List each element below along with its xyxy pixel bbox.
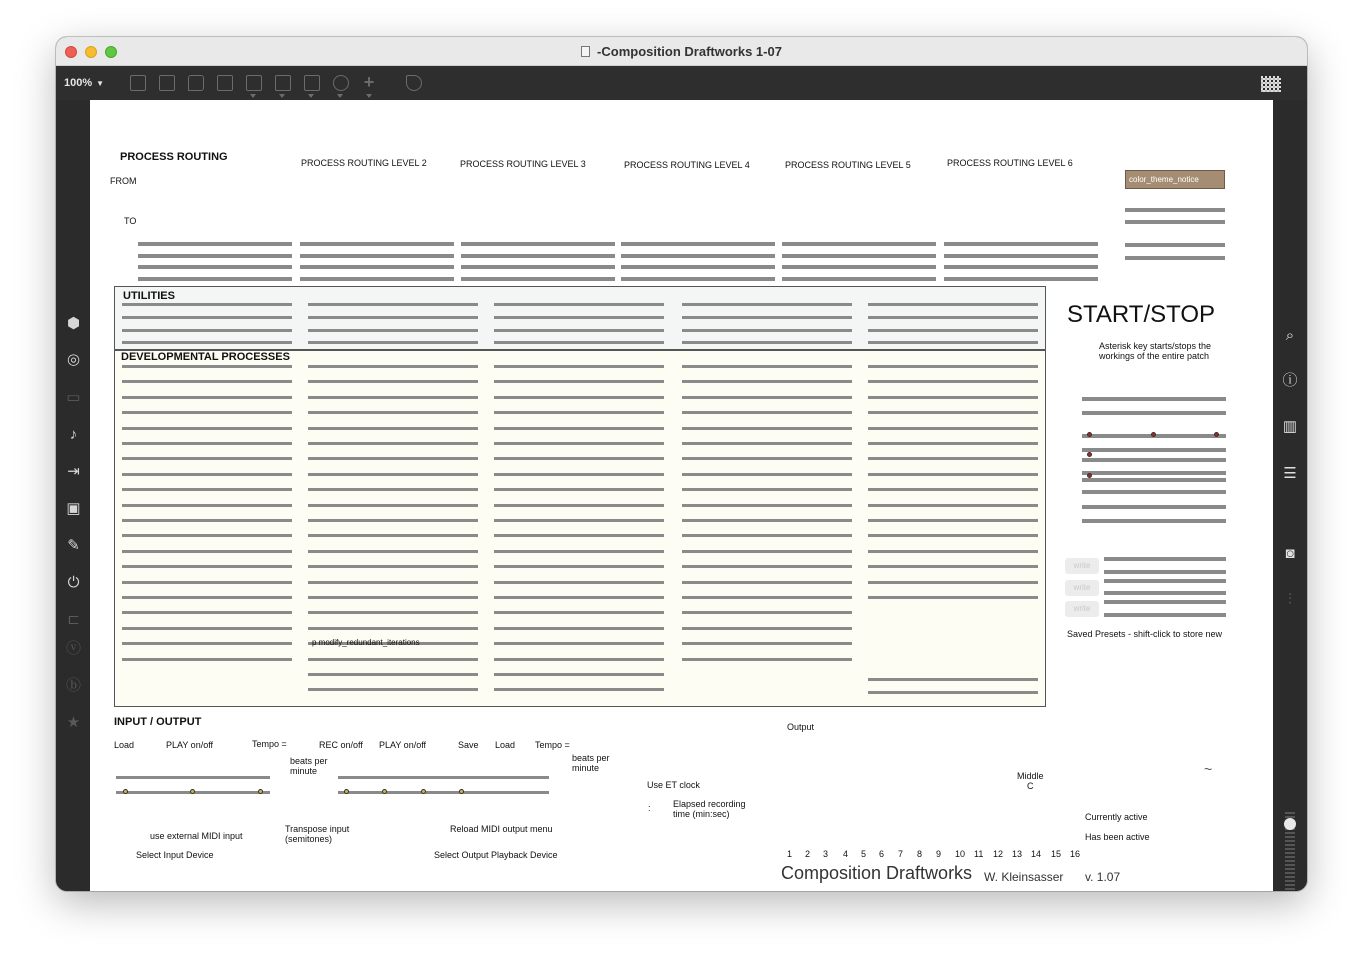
preset-slot[interactable] [1104,579,1226,583]
routing-menu[interactable] [300,254,454,258]
transport-dot[interactable] [1087,452,1092,457]
process-menu[interactable] [308,411,478,414]
process-menu[interactable] [494,658,664,661]
process-menu[interactable] [868,365,1038,368]
color-theme-notice[interactable]: color_theme_notice [1125,170,1225,189]
process-menu[interactable] [494,473,664,476]
process-menu[interactable] [682,534,852,537]
process-menu[interactable] [494,365,664,368]
utility-menu[interactable] [494,303,664,306]
io-inlet-dot[interactable] [382,789,387,794]
process-menu[interactable] [122,642,292,645]
process-menu[interactable] [494,550,664,553]
routing-header: PROCESS ROUTING [120,151,228,163]
process-menu[interactable] [682,627,852,630]
utility-menu[interactable] [122,329,292,332]
process-menu[interactable] [122,550,292,553]
io-inlet-dot[interactable] [190,789,195,794]
process-menu[interactable] [494,427,664,430]
process-menu[interactable] [868,473,1038,476]
midi-channel-12[interactable]: 12 [993,849,1004,859]
midi-channel-1[interactable]: 1 [787,849,793,859]
preset-slot[interactable] [1104,600,1226,604]
transport-bar[interactable] [1082,458,1226,462]
preset-write-button[interactable]: write [1065,558,1099,574]
input-transport-bar[interactable] [116,776,270,779]
process-menu[interactable] [494,642,664,645]
routing-menu[interactable] [461,277,615,281]
transport-bar[interactable] [1082,505,1226,509]
elapsed-label-2: time (min:sec) [673,809,730,819]
info-icon[interactable]: ⓘ [1282,372,1298,389]
preset-slot[interactable] [1104,613,1226,617]
process-menu[interactable] [868,550,1038,553]
process-menu[interactable] [308,442,478,445]
routing-menu[interactable] [138,242,292,246]
utility-menu[interactable] [682,341,852,344]
from-label: FROM [110,176,137,186]
process-menu[interactable] [868,691,1038,694]
process-menu[interactable] [308,396,478,399]
process-menu[interactable] [122,534,292,537]
packages-icon[interactable]: ⬢ [66,315,81,332]
utility-menu[interactable] [122,303,292,306]
transport-bar[interactable] [1082,478,1226,482]
process-menu[interactable] [308,627,478,630]
process-menu[interactable] [308,658,478,661]
comment-icon[interactable] [188,75,204,91]
midi-channel-4[interactable]: 4 [843,849,849,859]
process-menu[interactable] [682,427,852,430]
process-menu[interactable] [682,642,852,645]
process-menu[interactable] [868,519,1038,522]
process-menu[interactable] [308,596,478,599]
bpm-label-2b: minute [572,763,600,773]
process-menu[interactable] [682,457,852,460]
process-menu[interactable] [868,427,1038,430]
process-menu[interactable] [122,427,292,430]
start-stop-desc-1: Asterisk key starts/stops the [1099,341,1212,351]
process-menu[interactable] [494,534,664,537]
load-label: Load [114,740,135,750]
routing-menu[interactable] [621,265,775,269]
midi-channel-8[interactable]: 8 [917,849,923,859]
version-label: v. 1.07 [1085,870,1121,884]
process-menu[interactable] [122,581,292,584]
utility-menu[interactable] [868,303,1038,306]
bpm-label-1b: minute [290,766,318,776]
process-menu[interactable] [868,380,1038,383]
transport-bar[interactable] [1082,519,1226,523]
transpose-label-2: (semitones) [285,834,333,844]
process-menu[interactable] [868,534,1038,537]
io-inlet-dot[interactable] [123,789,128,794]
routing-menu[interactable] [782,265,936,269]
to-label: TO [124,216,137,226]
process-menu[interactable] [308,427,478,430]
process-menu[interactable] [122,457,292,460]
process-menu[interactable] [494,627,664,630]
utility-menu[interactable] [122,316,292,319]
process-menu[interactable] [868,581,1038,584]
routing-level-3: PROCESS ROUTING LEVEL 3 [460,159,586,169]
play-label-2: PLAY on/off [379,740,427,750]
save-label: Save [458,740,479,750]
utility-menu[interactable] [494,316,664,319]
process-menu[interactable] [122,504,292,507]
routing-menu[interactable] [1125,220,1225,224]
process-menu[interactable] [682,442,852,445]
transport-dot[interactable] [1151,432,1156,437]
process-menu[interactable] [308,673,478,676]
transport-bar[interactable] [1082,471,1226,475]
transpose-label-1: Transpose input [285,824,350,834]
transport-bar[interactable] [1082,397,1226,401]
bracket-icon[interactable]: ⊏ [67,611,80,628]
midi-channel-11[interactable]: 11 [974,849,984,859]
titlebar [56,37,1307,66]
has-been-active-label: Has been active [1085,832,1150,842]
process-menu[interactable] [122,473,292,476]
routing-menu[interactable] [944,242,1098,246]
music-note-icon[interactable]: ♪ [69,426,78,443]
left-sidebar [56,100,90,891]
object-icon[interactable] [217,75,233,91]
routing-menu[interactable] [944,277,1098,281]
process-menu[interactable] [308,534,478,537]
paperclip-icon[interactable]: ✎ [67,537,80,554]
developmental-panel [114,350,1046,707]
process-menu[interactable] [868,488,1038,491]
routing-menu[interactable] [1125,243,1225,247]
developmental-header: DEVELOPMENTAL PROCESSES [121,351,290,363]
preset-slot[interactable] [1104,570,1226,574]
midi-channel-10[interactable]: 10 [955,849,966,859]
presets-caption: Saved Presets - shift-click to store new [1067,629,1223,639]
routing-menu[interactable] [461,265,615,269]
target-icon[interactable]: ◎ [66,351,81,368]
preset-slot[interactable] [1104,591,1226,595]
routing-menu[interactable] [138,265,292,269]
tempo-label-1: Tempo = [252,739,287,749]
process-menu[interactable] [682,550,852,553]
patcher-canvas[interactable] [90,100,1273,891]
routing-menu[interactable] [300,277,454,281]
star-icon[interactable]: ★ [66,714,81,731]
tilde-mark: ~ [1204,761,1213,777]
process-menu[interactable] [868,678,1038,681]
utility-menu[interactable] [868,316,1038,319]
process-menu[interactable] [682,596,852,599]
routing-level-4: PROCESS ROUTING LEVEL 4 [624,160,750,170]
process-menu[interactable] [308,519,478,522]
utility-menu[interactable] [308,341,478,344]
utility-menu[interactable] [122,341,292,344]
window-title: -Composition Draftworks 1-07 [56,44,1307,59]
routing-menu[interactable] [621,242,775,246]
utility-menu[interactable] [494,341,664,344]
process-menu[interactable] [308,380,478,383]
process-menu[interactable] [682,611,852,614]
process-menu[interactable] [308,581,478,584]
message-icon[interactable] [159,75,175,91]
utility-menu[interactable] [682,316,852,319]
app-name: Composition Draftworks [781,863,973,883]
right-sidebar [1273,100,1307,891]
routing-menu[interactable] [300,242,454,246]
select-input-label: Select Input Device [136,850,214,860]
routing-menu[interactable] [782,242,936,246]
elapsed-time-value: : [648,803,651,813]
utility-menu[interactable] [308,329,478,332]
process-menu[interactable] [682,380,852,383]
bpm-label-1a: beats per [290,756,328,766]
routing-menu[interactable] [300,265,454,269]
currently-active-label: Currently active [1085,812,1148,822]
transport-dot[interactable] [1214,432,1219,437]
routing-menu[interactable] [138,254,292,258]
utility-menu[interactable] [868,341,1038,344]
process-menu[interactable] [122,658,292,661]
b-circle-icon[interactable]: ⓑ [65,677,81,694]
process-menu[interactable] [122,611,292,614]
level-meter[interactable] [1285,812,1295,890]
toggle-icon[interactable] [275,75,291,91]
midi-channel-3[interactable]: 3 [823,849,829,859]
routing-menu[interactable] [138,277,292,281]
utility-menu[interactable] [868,329,1038,332]
process-menu[interactable] [494,380,664,383]
process-menu[interactable] [494,688,664,691]
v-circle-icon[interactable]: ⓥ [65,640,81,657]
process-menu[interactable] [308,504,478,507]
transport-bar[interactable] [1082,448,1226,452]
process-menu[interactable] [494,411,664,414]
dial-icon[interactable] [333,75,349,91]
process-menu[interactable] [682,581,852,584]
process-menu[interactable] [308,611,478,614]
process-menu[interactable] [308,473,478,476]
process-menu[interactable] [868,596,1038,599]
midi-channel-14[interactable]: 14 [1031,849,1042,859]
process-menu[interactable] [682,365,852,368]
process-menu[interactable] [868,565,1038,568]
process-menu[interactable] [682,504,852,507]
plug-icon[interactable]: ⏻ [67,574,80,591]
routing-level-2: PROCESS ROUTING LEVEL 2 [301,158,427,168]
process-menu[interactable] [122,411,292,414]
process-menu[interactable] [122,442,292,445]
list-icon[interactable]: ☰ [1283,465,1297,482]
zoom-menu[interactable]: 100% ▼ [64,77,105,89]
process-menu[interactable] [308,565,478,568]
select-output-label: Select Output Playback Device [434,850,558,860]
preset-write-button[interactable]: write [1065,580,1099,596]
record-transport-bar[interactable] [338,776,549,779]
preset-slot[interactable] [1104,557,1226,561]
routing-menu[interactable] [621,254,775,258]
tempo-label-2: Tempo = [535,740,570,750]
grid-icon[interactable] [1261,76,1281,92]
process-menu[interactable] [122,519,292,522]
process-menu[interactable] [494,581,664,584]
process-menu[interactable] [494,442,664,445]
load-label-2: Load [495,740,516,750]
middle-c-label: C [1027,781,1034,791]
midi-channel-13[interactable]: 13 [1012,849,1023,859]
process-menu[interactable] [122,627,292,630]
routing-menu[interactable] [1125,208,1225,212]
preset-write-button[interactable]: write [1065,601,1099,617]
process-menu[interactable] [868,396,1038,399]
process-menu[interactable] [868,457,1038,460]
play-label-1: PLAY on/off [166,740,214,750]
external-midi-label: use external MIDI input [150,831,243,841]
process-menu[interactable] [868,411,1038,414]
process-menu[interactable] [494,673,664,676]
step-play-icon[interactable]: ⇥ [67,463,80,480]
midi-channel-7[interactable]: 7 [898,849,904,859]
camera-icon[interactable]: ◙ [1285,545,1295,562]
process-menu[interactable] [308,365,478,368]
book-icon[interactable]: ▥ [1282,418,1298,435]
process-menu[interactable] [308,688,478,691]
process-menu[interactable] [494,565,664,568]
reload-midi-label: Reload MIDI output menu [450,824,553,834]
process-menu[interactable] [868,442,1038,445]
process-menu[interactable] [122,596,292,599]
elapsed-label-1: Elapsed recording [673,799,746,809]
image-icon[interactable]: ▣ [66,500,81,517]
routing-level-5: PROCESS ROUTING LEVEL 5 [785,160,911,170]
process-menu[interactable] [682,519,852,522]
routing-menu[interactable] [1125,256,1225,260]
process-menu[interactable] [494,488,664,491]
routing-menu[interactable] [621,277,775,281]
author-label: W. Kleinsasser [984,870,1064,884]
process-menu[interactable] [868,504,1038,507]
process-menu[interactable] [308,457,478,460]
midi-channel-5[interactable]: 5 [861,849,867,859]
midi-channel-6[interactable]: 6 [879,849,885,859]
process-menu[interactable] [494,596,664,599]
process-menu[interactable] [122,565,292,568]
presentation-icon[interactable] [130,75,146,91]
process-menu[interactable] [494,611,664,614]
rec-label: REC on/off [319,740,363,750]
output-label: Output [787,722,815,732]
process-menu[interactable] [122,365,292,368]
midi-channel-16[interactable]: 16 [1070,849,1081,859]
document-icon [581,46,590,57]
process-menu[interactable] [682,411,852,414]
routing-menu[interactable] [782,254,936,258]
midi-channel-15[interactable]: 15 [1051,849,1062,859]
toolbar [56,66,1307,100]
process-menu[interactable] [494,519,664,522]
bpm-label-2a: beats per [572,753,610,763]
start-stop-desc-2: workings of the entire patch [1099,351,1210,361]
utility-menu[interactable] [682,303,852,306]
utility-menu[interactable] [682,329,852,332]
io-inlet-dot[interactable] [421,789,426,794]
io-header: INPUT / OUTPUT [114,716,202,728]
transport-dot[interactable] [1087,432,1092,437]
process-menu[interactable] [494,457,664,460]
process-menu[interactable] [122,380,292,383]
process-menu[interactable] [682,565,852,568]
process-menu[interactable] [682,658,852,661]
modify-iterations-object[interactable]: p modify_redundant_iterations [312,638,420,647]
process-menu[interactable] [494,504,664,507]
utility-menu[interactable] [308,303,478,306]
midi-channel-2[interactable]: 2 [805,849,811,859]
utility-menu[interactable] [494,329,664,332]
utilities-header: UTILITIES [123,290,175,302]
process-menu[interactable] [494,396,664,399]
routing-menu[interactable] [782,277,936,281]
midi-channel-9[interactable]: 9 [936,849,942,859]
transport-bar[interactable] [1082,490,1226,494]
transport-dot[interactable] [1087,473,1092,478]
app-window [56,37,1307,891]
process-menu[interactable] [308,550,478,553]
io-inlet-dot[interactable] [459,789,464,794]
search-icon[interactable]: ⌕ [1285,327,1295,344]
middle-label: Middle [1017,771,1044,781]
et-clock-label: Use ET clock [647,780,700,790]
transport-bar[interactable] [1082,411,1226,415]
process-menu[interactable] [682,396,852,399]
process-menu[interactable] [122,488,292,491]
process-menu[interactable] [682,488,852,491]
keyboard-icon[interactable]: ▭ [66,389,81,406]
io-inlet-dot[interactable] [258,789,263,794]
record-transport-bar[interactable] [338,791,549,794]
paint-bucket-icon[interactable] [406,75,422,91]
routing-menu[interactable] [461,242,615,246]
process-menu[interactable] [682,473,852,476]
plus-icon[interactable]: + [363,72,375,92]
button-icon[interactable] [246,75,262,91]
routing-menu[interactable] [944,254,1098,258]
process-menu[interactable] [122,396,292,399]
io-inlet-dot[interactable] [344,789,349,794]
sliders-icon[interactable]: ⫶ [1288,591,1292,608]
routing-menu[interactable] [944,265,1098,269]
routing-menu[interactable] [461,254,615,258]
routing-level-6: PROCESS ROUTING LEVEL 6 [947,158,1073,168]
slider-icon[interactable] [304,75,320,91]
utility-menu[interactable] [308,316,478,319]
process-menu[interactable] [308,488,478,491]
start-stop-title[interactable]: START/STOP [1067,301,1216,328]
